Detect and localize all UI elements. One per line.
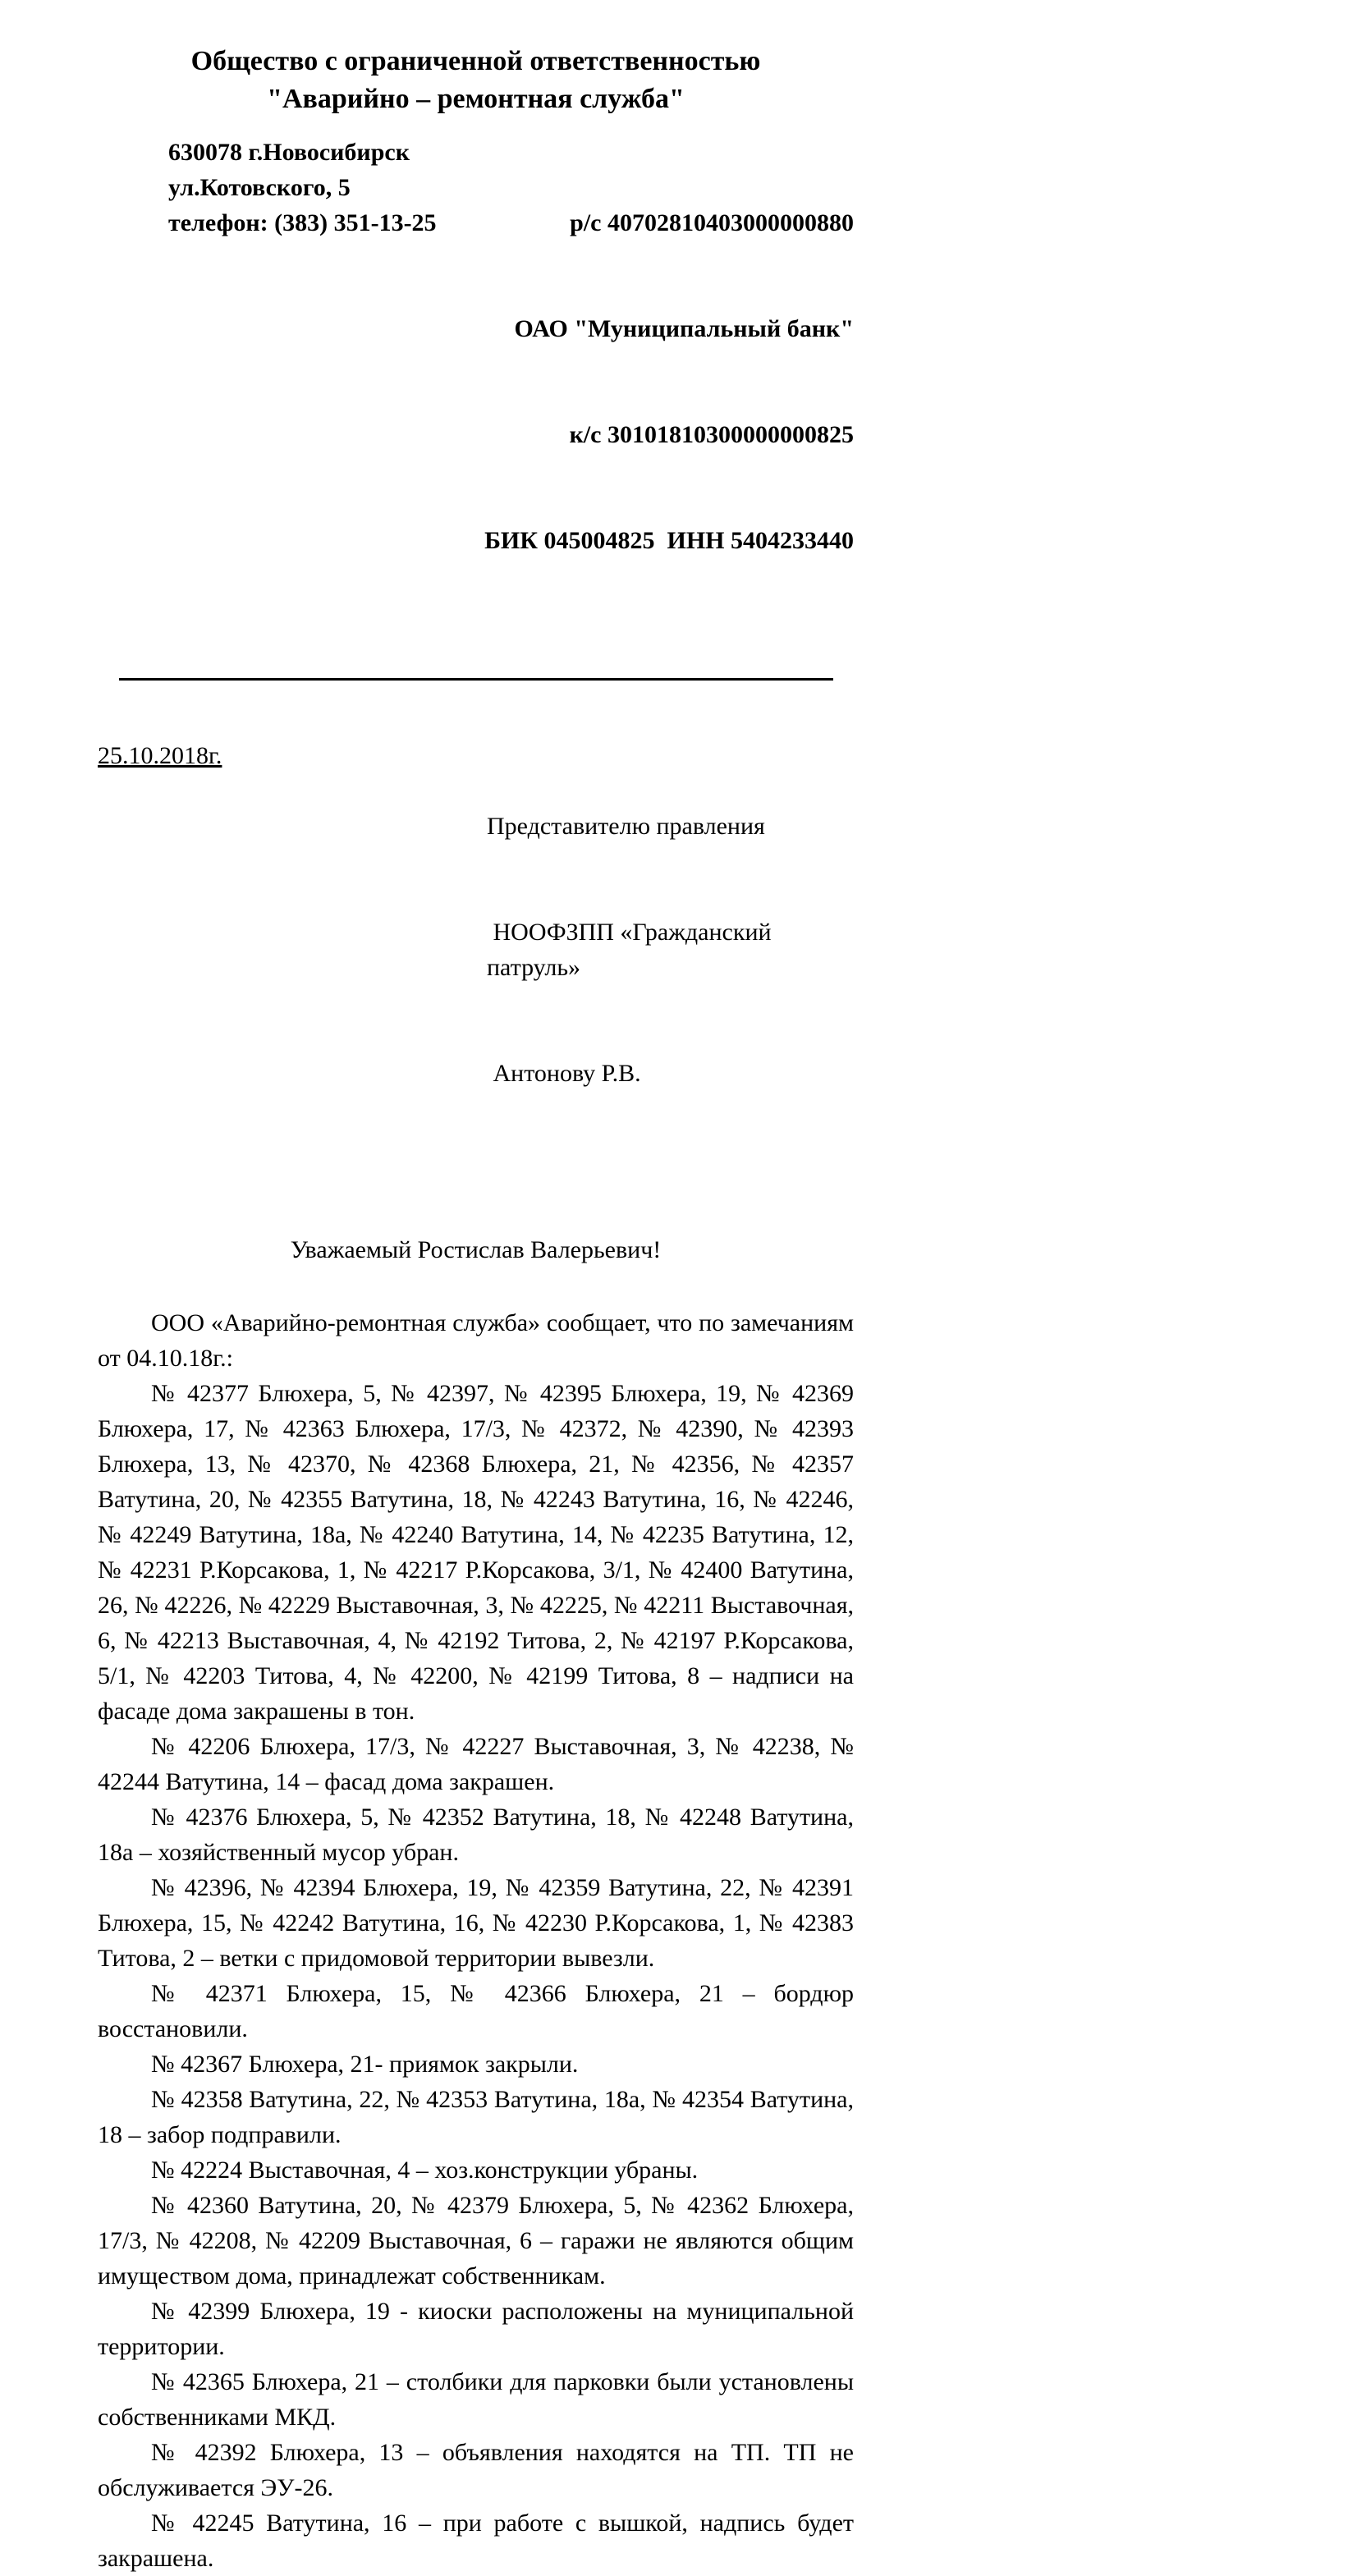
- paragraph: № 42365 Блюхера, 21 – столбики для парковки были установлены собственниками МКД.: [98, 2368, 854, 2431]
- letter-body: [98, 1305, 854, 2576]
- org-name: "Аварийно – ремонтная служба": [267, 84, 685, 114]
- paragraph: № 42396, № 42394 Блюхера, 19, № 42359 Ватутина, 22, № 42391 Блюхера, 15, № 42242 Ватутина, 16, № 42230 Р.Корсакова, 1, № 42383 Титова, 2 – ветки с придомовой территории вывезли.: [98, 1874, 854, 1972]
- paragraph: № 42245 Ватутина, 16 – при работе с вышкой, надпись будет закрашена.: [98, 2510, 854, 2572]
- bank-name-line: ОАО "Муниципальный банк": [514, 315, 854, 342]
- recipient-name: Антонову Р.В.: [487, 1060, 641, 1087]
- salutation: Уважаемый Ростислав Валерьевич!: [290, 1236, 662, 1263]
- paragraph: № 42371 Блюхера, 15, № 42366 Блюхера, 21 – бордюр восстановили.: [98, 1980, 854, 2042]
- address-line: ул.Котовского, 5: [168, 174, 351, 201]
- paragraph: № 42376 Блюхера, 5, № 42352 Ватутина, 18, № 42248 Ватутина, 18а – хозяйственный мусор убран.: [98, 1804, 854, 1866]
- date-recipient-row: [98, 738, 854, 1162]
- paragraph: № 42399 Блюхера, 19 - киоски расположены на муниципальной территории.: [98, 2298, 854, 2360]
- contacts-row: [98, 135, 854, 629]
- recipient-org: НООФЗПП «Гражданский патруль»: [487, 919, 778, 981]
- address-line: 630078 г.Новосибирск: [168, 139, 410, 166]
- paragraph: № 42360 Ватутина, 20, № 42379 Блюхера, 5, № 42362 Блюхера, 17/3, № 42208, № 42209 Выставочная, 6 – гаражи не являются общим имуществом дома, принадлежат собственникам.: [98, 2192, 854, 2290]
- letterhead: [98, 0, 854, 118]
- paragraph: № 42206 Блюхера, 17/3, № 42227 Выставочная, 3, № 42238, № 42244 Ватутина, 14 – фасад дома закрашен.: [98, 1733, 854, 1795]
- bank-bik-inn-line: БИК 045004825 ИНН 5404233440: [484, 527, 854, 554]
- paragraph: № 42224 Выставочная, 4 – хоз.конструкции убраны.: [151, 2157, 699, 2184]
- letter-page: [98, 0, 854, 2576]
- org-type: Общество с ограниченной ответственностью: [190, 46, 761, 76]
- recipient-title: Представителю правления: [487, 813, 765, 840]
- bank-corr-line: к/с 30101810300000000825: [569, 421, 854, 448]
- bank-details-block: [484, 135, 854, 629]
- address-block: [98, 135, 437, 629]
- recipient-block: [487, 738, 854, 1162]
- paragraph: № 42358 Ватутина, 22, № 42353 Ватутина, 18а, № 42354 Ватутина, 18 – забор подправили.: [98, 2086, 854, 2148]
- paragraph: № 42367 Блюхера, 21- приямок закрыли.: [151, 2051, 579, 2078]
- letterhead-divider: [119, 678, 833, 681]
- paragraph: № 42377 Блюхера, 5, № 42397, № 42395 Блюхера, 19, № 42369 Блюхера, 17, № 42363 Блюхера, 17/3, № 42372, № 42390, № 42393 Блюхера, 13, № 42370, № 42368 Блюхера, 21, № 42356, № 42357 Ватутина, 20, № 42355 Ватутина, 18, № 42243 Ватутина, 16, № 42246, № 42249 Ватутина, 18а, № 42240 Ватутина, 14, № 42235 Ватутина, 12, № 42231 Р.Корсакова, 1, № 42217 Р.Корсакова, 3/1, № 42400 Ватутина, 26, № 42226, № 42229 Выставочная, 3, № 42225, № 42211 Выставочная, 6, № 42213 Выставочная, 4, № 42192 Титова, 2, № 42197 Р.Корсакова, 5/1, № 42203 Титова, 4, № 42200, № 42199 Титова, 8 – надписи на фасаде дома закрашены в тон.: [98, 1380, 854, 1725]
- phone-line: телефон: (383) 351-13-25: [168, 209, 437, 236]
- paragraph: ООО «Аварийно-ремонтная служба» сообщает, что по замечаниям от 04.10.18г.:: [98, 1309, 854, 1372]
- letter-date: 25.10.2018г.: [98, 742, 222, 769]
- bank-account-line: р/с 40702810403000000880: [570, 209, 854, 236]
- paragraph: № 42392 Блюхера, 13 – объявления находятся на ТП. ТП не обслуживается ЭУ-26.: [98, 2439, 854, 2501]
